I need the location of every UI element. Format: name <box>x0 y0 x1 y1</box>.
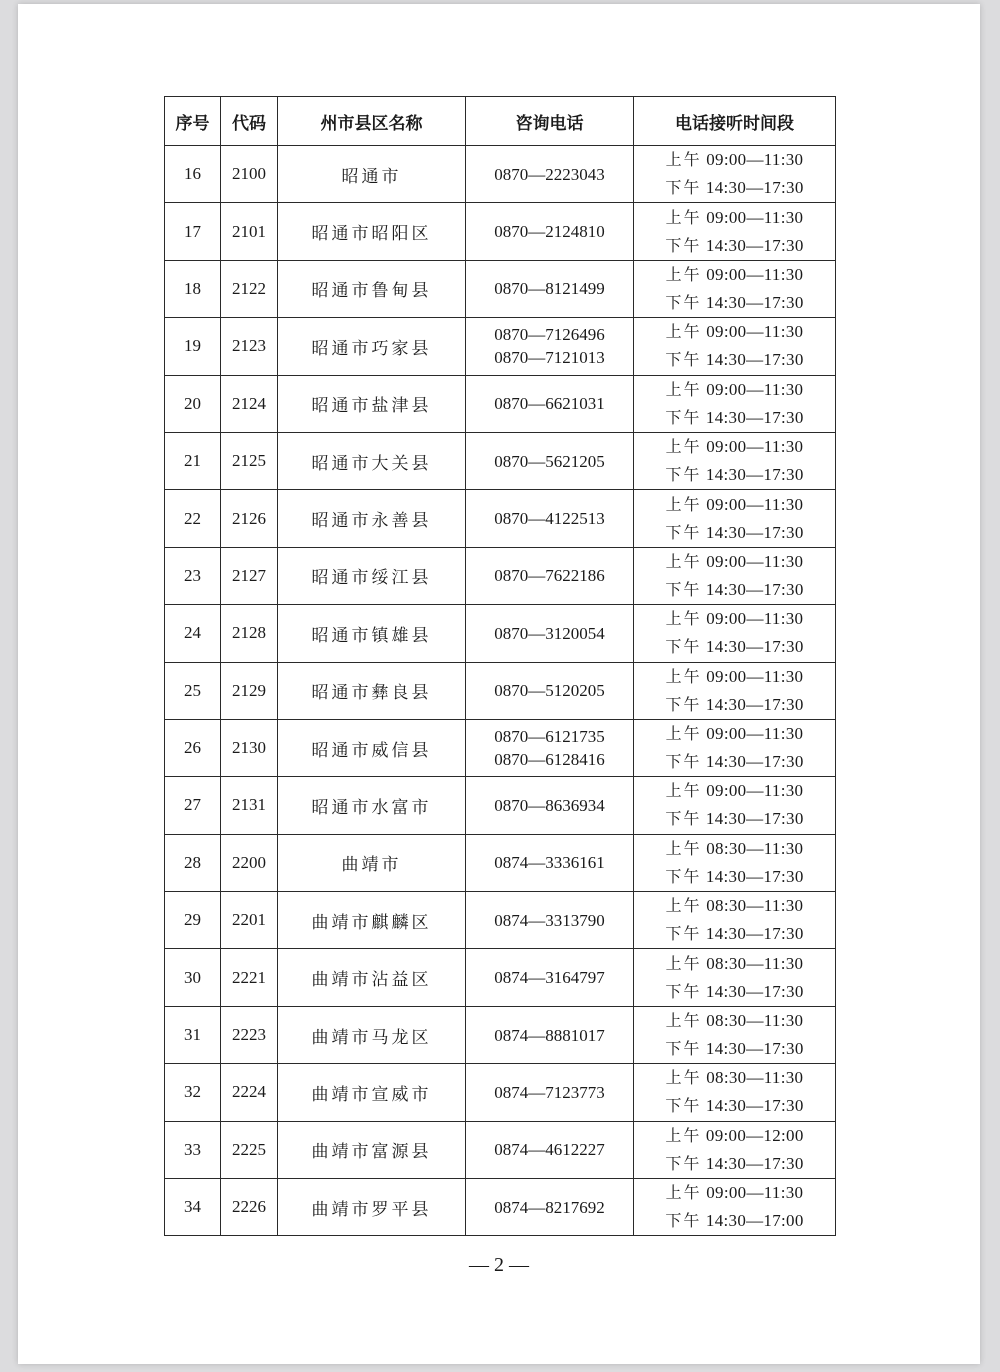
morning-label: 上午 <box>665 150 702 170</box>
cell-name: 曲靖市宣威市 <box>278 1064 466 1121</box>
afternoon-label: 下午 <box>665 752 702 772</box>
phone-number: 0870—7622186 <box>494 566 605 586</box>
morning-label: 上午 <box>665 551 702 571</box>
cell-phone <box>466 1006 634 1063</box>
cell-code: 2221 <box>221 949 278 1006</box>
table-row <box>165 260 836 317</box>
morning-hours <box>634 1122 835 1150</box>
cell-phone <box>466 260 634 317</box>
morning-label: 上午 <box>665 1011 702 1031</box>
cell-name: 昭通市绥江县 <box>278 547 466 604</box>
morning-label: 上午 <box>665 1183 702 1203</box>
cell-code: 2126 <box>221 490 278 547</box>
morning-label: 上午 <box>665 1125 702 1145</box>
cell-hours <box>634 318 836 375</box>
afternoon-time: 14:30—17:30 <box>705 522 804 542</box>
afternoon-hours <box>634 748 835 776</box>
morning-hours <box>634 835 835 863</box>
cell-phone <box>466 719 634 776</box>
morning-hours <box>634 1179 835 1207</box>
afternoon-time: 14:30—17:30 <box>705 178 804 198</box>
morning-hours <box>634 950 835 978</box>
cell-code: 2224 <box>221 1064 278 1121</box>
morning-hours <box>634 605 835 633</box>
cell-phone <box>466 203 634 260</box>
cell-hours <box>634 662 836 719</box>
table-row <box>165 1121 836 1178</box>
morning-time: 09:00—11:30 <box>706 379 804 399</box>
afternoon-label: 下午 <box>665 981 702 1001</box>
cell-code: 2201 <box>221 892 278 949</box>
cell-name: 昭通市盐津县 <box>278 375 466 432</box>
afternoon-time: 14:30—17:00 <box>705 1211 804 1231</box>
morning-hours <box>634 720 835 748</box>
cell-hours <box>634 375 836 432</box>
afternoon-label: 下午 <box>665 866 702 886</box>
morning-label: 上午 <box>665 666 702 686</box>
afternoon-hours <box>634 461 835 489</box>
afternoon-hours <box>634 232 835 260</box>
table-row <box>165 375 836 432</box>
cell-code: 2124 <box>221 375 278 432</box>
phone-number: 0870—2124810 <box>494 222 605 242</box>
cell-name: 昭通市大关县 <box>278 432 466 489</box>
morning-hours <box>634 376 835 404</box>
afternoon-label: 下午 <box>665 235 702 255</box>
morning-hours <box>634 204 835 232</box>
afternoon-label: 下午 <box>665 809 702 829</box>
table-row <box>165 719 836 776</box>
afternoon-hours <box>634 1035 835 1063</box>
cell-phone <box>466 892 634 949</box>
morning-time: 09:00—11:30 <box>706 437 804 457</box>
morning-time: 09:00—11:30 <box>706 150 804 170</box>
phone-number: 0870—6621031 <box>494 394 605 414</box>
cell-phone <box>466 1064 634 1121</box>
afternoon-label: 下午 <box>665 694 702 714</box>
morning-label: 上午 <box>665 437 702 457</box>
cell-name: 曲靖市富源县 <box>278 1121 466 1178</box>
afternoon-label: 下午 <box>665 178 702 198</box>
cell-phone <box>466 490 634 547</box>
phone-number: 0870—6121735 <box>494 727 605 747</box>
cell-name: 曲靖市罗平县 <box>278 1179 466 1236</box>
cell-code: 2225 <box>221 1121 278 1178</box>
afternoon-hours <box>634 805 835 833</box>
cell-hours <box>634 260 836 317</box>
cell-seq: 21 <box>165 432 221 489</box>
cell-name: 昭通市鲁甸县 <box>278 260 466 317</box>
phone-number: 0870—8121499 <box>494 279 605 299</box>
header-hours: 电话接听时间段 <box>634 97 836 146</box>
afternoon-time: 14:30—17:30 <box>705 579 804 599</box>
table-row <box>165 490 836 547</box>
afternoon-hours <box>634 1207 835 1235</box>
afternoon-time: 14:30—17:30 <box>705 350 804 370</box>
afternoon-hours <box>634 289 835 317</box>
morning-hours <box>634 261 835 289</box>
cell-name: 曲靖市 <box>278 834 466 891</box>
phone-number: 0870—5120205 <box>494 681 605 701</box>
cell-code: 2122 <box>221 260 278 317</box>
cell-seq: 25 <box>165 662 221 719</box>
afternoon-label: 下午 <box>665 350 702 370</box>
phone-number: 0874—8881017 <box>494 1025 605 1045</box>
afternoon-label: 下午 <box>665 522 702 542</box>
afternoon-hours <box>634 1150 835 1178</box>
cell-code: 2223 <box>221 1006 278 1063</box>
table-row <box>165 662 836 719</box>
phone-number: 0874—7123773 <box>494 1082 605 1102</box>
cell-phone <box>466 1179 634 1236</box>
cell-name: 昭通市镇雄县 <box>278 605 466 662</box>
cell-code: 2128 <box>221 605 278 662</box>
table-row <box>165 203 836 260</box>
morning-time: 09:00—11:30 <box>706 609 804 629</box>
cell-hours <box>634 892 836 949</box>
afternoon-hours <box>634 633 835 661</box>
phone-number: 0874—3164797 <box>494 968 605 988</box>
cell-seq: 17 <box>165 203 221 260</box>
header-name: 州市县区名称 <box>278 97 466 146</box>
table-row <box>165 892 836 949</box>
afternoon-hours <box>634 978 835 1006</box>
afternoon-label: 下午 <box>665 465 702 485</box>
morning-time: 08:30—11:30 <box>706 1068 804 1088</box>
cell-seq: 27 <box>165 777 221 834</box>
cell-seq: 24 <box>165 605 221 662</box>
afternoon-label: 下午 <box>665 1039 702 1059</box>
morning-label: 上午 <box>665 264 702 284</box>
table-body <box>165 146 836 1236</box>
cell-seq: 19 <box>165 318 221 375</box>
header-code: 代码 <box>221 97 278 146</box>
morning-hours <box>634 491 835 519</box>
table-row <box>165 605 836 662</box>
table-row <box>165 1064 836 1121</box>
afternoon-hours <box>634 174 835 202</box>
morning-hours <box>634 892 835 920</box>
morning-time: 08:30—11:30 <box>706 838 804 858</box>
table-row <box>165 432 836 489</box>
morning-time: 08:30—11:30 <box>706 953 804 973</box>
phone-number: 0870—5621205 <box>494 451 605 471</box>
cell-code: 2101 <box>221 203 278 260</box>
afternoon-label: 下午 <box>665 1153 702 1173</box>
morning-label: 上午 <box>665 781 702 801</box>
morning-hours <box>634 433 835 461</box>
cell-seq: 23 <box>165 547 221 604</box>
cell-hours <box>634 203 836 260</box>
afternoon-time: 14:30—17:30 <box>705 292 804 312</box>
cell-hours <box>634 490 836 547</box>
morning-label: 上午 <box>665 896 702 916</box>
phone-number: 0870—3120054 <box>494 623 605 643</box>
table-row <box>165 1179 836 1236</box>
afternoon-hours <box>634 1092 835 1120</box>
table-row <box>165 318 836 375</box>
cell-name: 昭通市永善县 <box>278 490 466 547</box>
morning-time: 09:00—11:30 <box>706 494 804 514</box>
cell-phone <box>466 375 634 432</box>
table-row <box>165 146 836 203</box>
afternoon-time: 14:30—17:30 <box>705 1096 804 1116</box>
afternoon-time: 14:30—17:30 <box>705 924 804 944</box>
page-number: — 2 — <box>469 1254 529 1276</box>
afternoon-label: 下午 <box>665 637 702 657</box>
phone-number: 0870—4122513 <box>494 509 605 529</box>
afternoon-hours <box>634 519 835 547</box>
hotline-table <box>164 96 836 1236</box>
afternoon-time: 14:30—17:30 <box>705 235 804 255</box>
morning-hours <box>634 548 835 576</box>
morning-time: 09:00—11:30 <box>706 781 804 801</box>
morning-hours <box>634 318 835 346</box>
phone-number: 0874—8217692 <box>494 1197 605 1217</box>
morning-time: 08:30—11:30 <box>706 1011 804 1031</box>
morning-hours <box>634 146 835 174</box>
phone-number: 0870—7121013 <box>494 348 605 368</box>
cell-phone <box>466 547 634 604</box>
morning-label: 上午 <box>665 322 702 342</box>
cell-code: 2127 <box>221 547 278 604</box>
afternoon-label: 下午 <box>665 1096 702 1116</box>
cell-hours <box>634 547 836 604</box>
morning-label: 上午 <box>665 609 702 629</box>
cell-seq: 30 <box>165 949 221 1006</box>
cell-name: 昭通市昭阳区 <box>278 203 466 260</box>
phone-number: 0874—3313790 <box>494 910 605 930</box>
cell-seq: 18 <box>165 260 221 317</box>
morning-time: 09:00—11:30 <box>706 666 804 686</box>
phone-number: 0874—3336161 <box>494 853 605 873</box>
cell-hours <box>634 146 836 203</box>
cell-phone <box>466 146 634 203</box>
morning-label: 上午 <box>665 379 702 399</box>
cell-code: 2130 <box>221 719 278 776</box>
cell-seq: 29 <box>165 892 221 949</box>
cell-name: 昭通市威信县 <box>278 719 466 776</box>
cell-seq: 20 <box>165 375 221 432</box>
afternoon-label: 下午 <box>665 1211 702 1231</box>
afternoon-label: 下午 <box>665 292 702 312</box>
cell-seq: 26 <box>165 719 221 776</box>
afternoon-hours <box>634 404 835 432</box>
cell-hours <box>634 834 836 891</box>
cell-hours <box>634 1121 836 1178</box>
cell-code: 2123 <box>221 318 278 375</box>
phone-number: 0870—6128416 <box>494 750 605 770</box>
cell-hours <box>634 1179 836 1236</box>
cell-phone <box>466 318 634 375</box>
morning-hours <box>634 777 835 805</box>
cell-code: 2129 <box>221 662 278 719</box>
cell-name: 昭通市彝良县 <box>278 662 466 719</box>
cell-code: 2100 <box>221 146 278 203</box>
phone-number: 0870—7126496 <box>494 325 605 345</box>
morning-time: 09:00—11:30 <box>706 207 804 227</box>
morning-hours <box>634 663 835 691</box>
afternoon-time: 14:30—17:30 <box>705 752 804 772</box>
afternoon-time: 14:30—17:30 <box>705 694 804 714</box>
afternoon-label: 下午 <box>665 924 702 944</box>
afternoon-time: 14:30—17:30 <box>705 407 804 427</box>
table-row <box>165 834 836 891</box>
cell-name: 昭通市巧家县 <box>278 318 466 375</box>
morning-time: 09:00—12:00 <box>705 1125 804 1145</box>
morning-label: 上午 <box>665 838 702 858</box>
afternoon-time: 14:30—17:30 <box>705 637 804 657</box>
morning-time: 08:30—11:30 <box>706 896 804 916</box>
morning-hours <box>634 1007 835 1035</box>
cell-name: 曲靖市马龙区 <box>278 1006 466 1063</box>
cell-code: 2200 <box>221 834 278 891</box>
cell-seq: 33 <box>165 1121 221 1178</box>
cell-phone <box>466 949 634 1006</box>
cell-hours <box>634 777 836 834</box>
cell-seq: 32 <box>165 1064 221 1121</box>
morning-time: 09:00—11:30 <box>706 724 804 744</box>
morning-time: 09:00—11:30 <box>706 1183 804 1203</box>
cell-name: 昭通市 <box>278 146 466 203</box>
cell-hours <box>634 719 836 776</box>
cell-hours <box>634 432 836 489</box>
header-seq: 序号 <box>165 97 221 146</box>
afternoon-time: 14:30—17:30 <box>705 465 804 485</box>
cell-seq: 22 <box>165 490 221 547</box>
afternoon-time: 14:30—17:30 <box>705 809 804 829</box>
afternoon-time: 14:30—17:30 <box>705 866 804 886</box>
table-row <box>165 949 836 1006</box>
afternoon-label: 下午 <box>665 407 702 427</box>
table-row <box>165 1006 836 1063</box>
cell-phone <box>466 605 634 662</box>
table-header-row <box>165 97 836 146</box>
afternoon-time: 14:30—17:30 <box>705 1153 804 1173</box>
cell-hours <box>634 949 836 1006</box>
morning-label: 上午 <box>665 494 702 514</box>
cell-name: 曲靖市沾益区 <box>278 949 466 1006</box>
morning-time: 09:00—11:30 <box>706 322 804 342</box>
cell-phone <box>466 777 634 834</box>
cell-phone <box>466 432 634 489</box>
cell-hours <box>634 1006 836 1063</box>
cell-code: 2131 <box>221 777 278 834</box>
afternoon-hours <box>634 576 835 604</box>
cell-seq: 28 <box>165 834 221 891</box>
cell-phone <box>466 662 634 719</box>
afternoon-hours <box>634 920 835 948</box>
afternoon-time: 14:30—17:30 <box>705 1039 804 1059</box>
phone-number: 0870—2223043 <box>494 164 605 184</box>
cell-code: 2125 <box>221 432 278 489</box>
phone-number: 0870—8636934 <box>494 795 605 815</box>
cell-hours <box>634 1064 836 1121</box>
table-row <box>165 547 836 604</box>
morning-label: 上午 <box>665 724 702 744</box>
table-row <box>165 777 836 834</box>
afternoon-label: 下午 <box>665 579 702 599</box>
document-page <box>18 4 980 1364</box>
cell-seq: 34 <box>165 1179 221 1236</box>
morning-hours <box>634 1064 835 1092</box>
morning-time: 09:00—11:30 <box>706 551 804 571</box>
cell-phone <box>466 834 634 891</box>
cell-name: 曲靖市麒麟区 <box>278 892 466 949</box>
afternoon-time: 14:30—17:30 <box>705 981 804 1001</box>
phone-number: 0874—4612227 <box>494 1140 605 1160</box>
morning-label: 上午 <box>665 207 702 227</box>
cell-name: 昭通市水富市 <box>278 777 466 834</box>
cell-seq: 16 <box>165 146 221 203</box>
cell-phone <box>466 1121 634 1178</box>
afternoon-hours <box>634 691 835 719</box>
cell-code: 2226 <box>221 1179 278 1236</box>
cell-seq: 31 <box>165 1006 221 1063</box>
afternoon-hours <box>634 346 835 374</box>
morning-label: 上午 <box>665 1068 702 1088</box>
header-phone: 咨询电话 <box>466 97 634 146</box>
morning-time: 09:00—11:30 <box>706 264 804 284</box>
cell-hours <box>634 605 836 662</box>
afternoon-hours <box>634 863 835 891</box>
morning-label: 上午 <box>665 953 702 973</box>
